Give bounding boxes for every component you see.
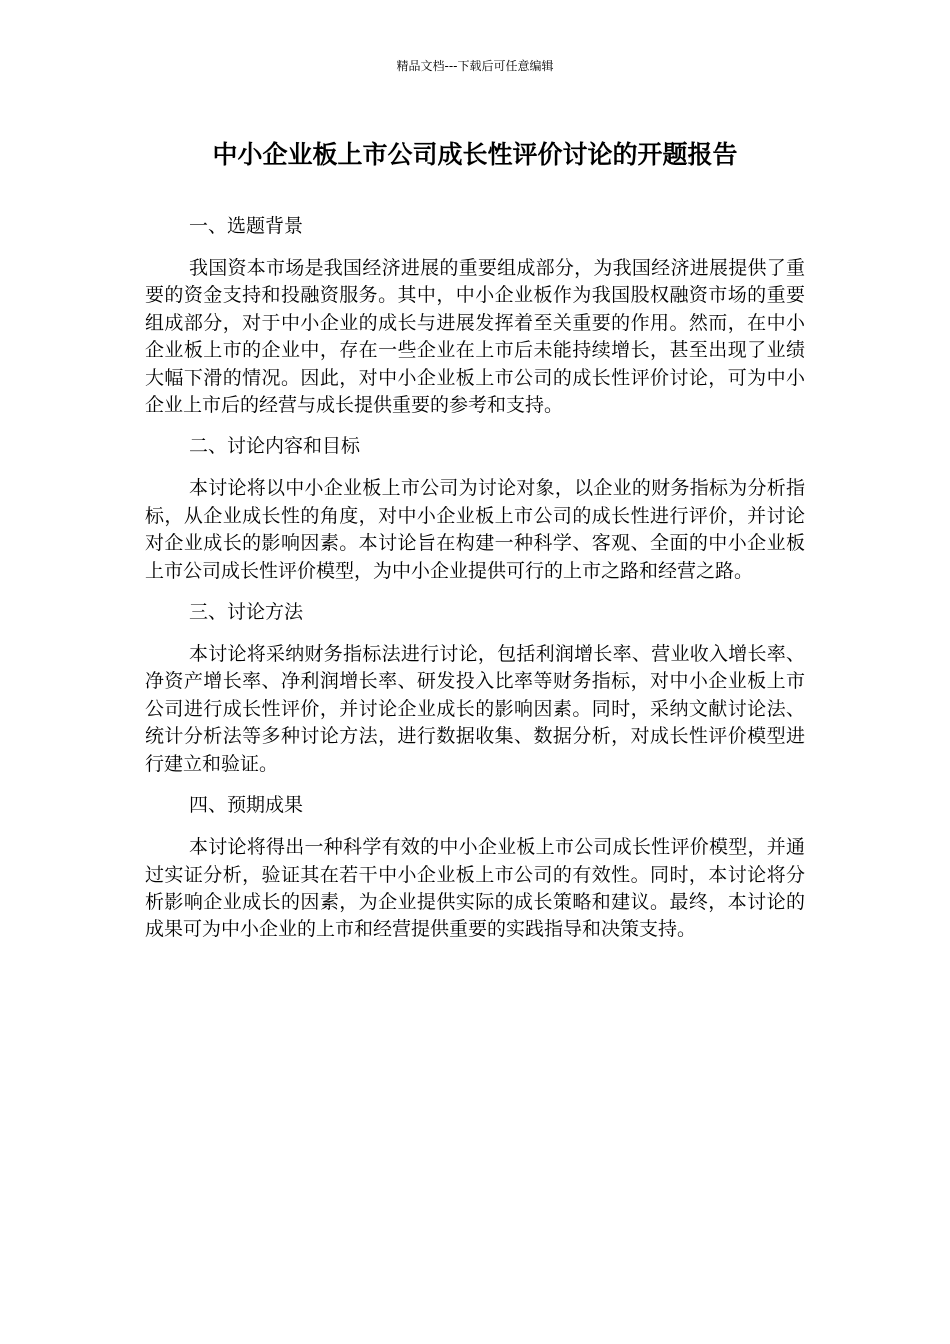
document-title: 中小企业板上市公司成长性评价讨论的开题报告 xyxy=(212,140,738,169)
section-heading: 二、讨论内容和目标 xyxy=(189,435,361,458)
document-body xyxy=(145,213,805,958)
section-background xyxy=(145,213,805,419)
section-content-goals xyxy=(145,433,805,585)
section-paragraph: 我国资本市场是我国经济进展的重要组成部分，为我国经济进展提供了重要的资金支持和投融资服务。其中，中小企业板作为我国股权融资市场的重要组成部分，对于中小企业的成长与进展发挥着至关重要的作用。然而，在中小企业板上市的企业中，存在一些企业在上市后未能持续增长，甚至出现了业绩大幅下滑的情况。因此，对中小企业板上市公司的成长性评价讨论，可为中小企业上市后的经营与成长提供重要的参考和支持。 xyxy=(145,257,805,417)
section-paragraph: 本讨论将采纳财务指标法进行讨论，包括利润增长率、营业收入增长率、净资产增长率、净利润增长率、研发投入比率等财务指标，对中小企业板上市公司进行成长性评价，并讨论企业成长的影响因素。同时，采纳文献讨论法、统计分析法等多种讨论方法，进行数据收集、数据分析，对成长性评价模型进行建立和验证。 xyxy=(145,643,805,775)
section-heading: 三、讨论方法 xyxy=(189,601,304,624)
page-header: 精品文档---下载后可任意编辑 xyxy=(396,59,554,73)
section-heading: 四、预期成果 xyxy=(189,794,304,817)
section-paragraph: 本讨论将以中小企业板上市公司为讨论对象，以企业的财务指标为分析指标，从企业成长性的角度，对中小企业板上市公司的成长性进行评价，并讨论对企业成长的影响因素。本讨论旨在构建一种科学、客观、全面的中小企业板上市公司成长性评价模型，为中小企业提供可行的上市之路和经营之路。 xyxy=(145,477,805,582)
section-paragraph: 本讨论将得出一种科学有效的中小企业板上市公司成长性评价模型，并通过实证分析，验证其在若干中小企业板上市公司的有效性。同时，本讨论将分析影响企业成长的因素，为企业提供实际的成长策略和建议。最终，本讨论的成果可为中小企业的上市和经营提供重要的实践指导和决策支持。 xyxy=(145,836,805,941)
section-heading: 一、选题背景 xyxy=(189,215,304,237)
section-methods xyxy=(145,599,805,778)
section-expected-results xyxy=(145,792,805,944)
